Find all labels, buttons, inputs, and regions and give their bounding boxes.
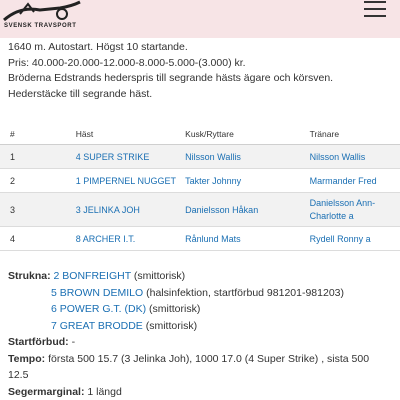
scratched-item — [8, 301, 396, 318]
column-header-trainer: Tränare — [310, 124, 400, 145]
scratched-label: Strukna: — [8, 270, 51, 282]
column-header-driver: Kusk/Ryttare — [185, 124, 309, 145]
tempo-value-continued: 12.5 — [8, 369, 29, 381]
table-row — [0, 193, 400, 227]
scratched-horse-link[interactable]: 2 BONFREIGHT — [53, 270, 131, 282]
race-info-line: Bröderna Edstrands hederspris till segrande hästs ägare och körsven. — [8, 72, 334, 84]
driver-link[interactable]: Nilsson Wallis — [185, 145, 309, 169]
place-cell: 3 — [0, 193, 76, 227]
top-bar — [0, 0, 400, 38]
driver-link[interactable]: Danielsson Håkan — [185, 193, 309, 227]
tempo-row-continued — [8, 367, 396, 384]
race-details — [8, 268, 396, 400]
scratched-note: (smittorisk) — [149, 303, 201, 315]
place-cell: 4 — [0, 227, 76, 251]
horse-link[interactable]: 3 JELINKA JOH — [76, 193, 185, 227]
scratched-horse-link[interactable]: 5 BROWN DEMILO — [51, 286, 144, 299]
scratched-note: (smittorisk) — [145, 319, 198, 332]
table-row — [0, 145, 400, 169]
trainer-link[interactable]: Marmander Fred — [310, 169, 400, 193]
scratched-note: (smittorisk) — [133, 270, 186, 282]
table-row — [0, 227, 400, 251]
race-info-line: Hederstäcke till segrande häst. — [8, 87, 153, 100]
results-table — [0, 124, 400, 251]
trainer-link[interactable]: Rydell Ronny a — [310, 227, 400, 251]
logo-text: SVENSK TRAVSPORT — [4, 23, 77, 29]
start-ban-label: Startförbud: — [8, 336, 69, 348]
scratched-item — [8, 285, 396, 302]
trainer-name-line: Charlotte a — [309, 210, 354, 221]
race-info-line: Pris: 40.000-20.000-12.000-8.000-5.000-(3.000) kr. — [8, 56, 246, 69]
race-info — [8, 40, 396, 102]
svensk-travsport-logo[interactable] — [0, 0, 88, 38]
start-ban-value: - — [71, 336, 76, 348]
horse-link[interactable]: 1 PIMPERNEL NUGGET — [76, 169, 185, 193]
place-cell: 2 — [0, 169, 76, 193]
column-header-horse: Häst — [76, 124, 185, 145]
scratched-note: (halsinfektion, startförbud 981201-981203) — [146, 286, 344, 299]
table-row — [0, 169, 400, 193]
horse-link[interactable]: 8 ARCHER I.T. — [76, 227, 185, 251]
horse-link[interactable]: 4 SUPER STRIKE — [76, 145, 185, 169]
column-header-place: # — [0, 124, 76, 145]
race-info-line: 1640 m. Autostart. Högst 10 startande. — [8, 41, 188, 53]
trainer-link[interactable]: Nilsson Wallis — [310, 145, 400, 169]
scratched-item — [8, 268, 396, 285]
start-ban-row — [8, 334, 396, 351]
trainer-name-line: Danielsson Ann- — [309, 197, 376, 208]
trainer-link[interactable] — [310, 193, 400, 227]
scratched-item — [8, 318, 396, 335]
driver-link[interactable]: Takter Johnny — [185, 169, 309, 193]
horse-sulky-logo-icon — [0, 0, 88, 24]
scratched-horse-link[interactable]: 7 GREAT BRODDE — [51, 319, 143, 332]
table-header-row — [0, 124, 400, 145]
place-cell: 1 — [0, 145, 76, 169]
driver-link[interactable]: Rånlund Mats — [185, 227, 309, 251]
margin-row — [8, 384, 396, 400]
scratched-horse-link[interactable]: 6 POWER G.T. (DK) — [51, 303, 147, 315]
margin-value: 1 längd — [87, 385, 122, 398]
tempo-row — [8, 351, 396, 368]
tempo-value: första 500 15.7 (3 Jelinka Joh), 1000 17.0 (4 Super Strike) , sista 500 — [48, 352, 370, 365]
tempo-label: Tempo: — [8, 352, 46, 365]
margin-label: Segermarginal: — [8, 385, 85, 398]
hamburger-menu-icon[interactable] — [364, 1, 386, 19]
